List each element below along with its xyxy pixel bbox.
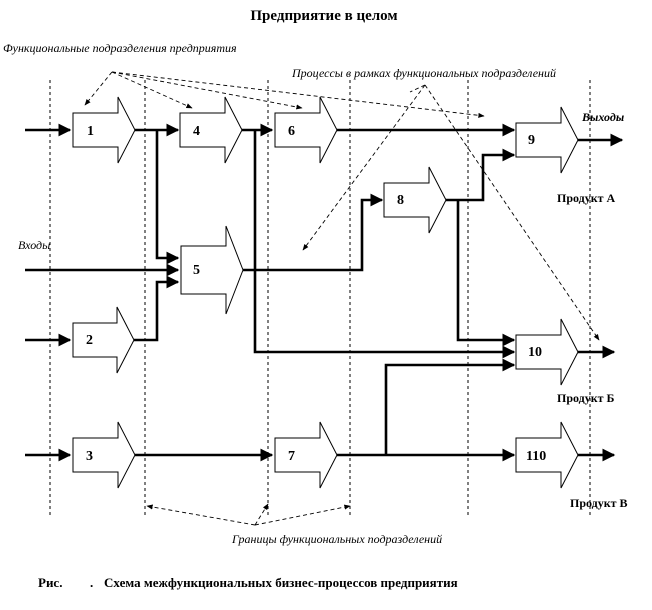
caption-text: Схема межфункциональных бизнес-процессов предприятия: [104, 575, 458, 590]
process-8: [384, 167, 446, 233]
pointer-arrow: [112, 72, 192, 108]
process-6: [275, 97, 337, 163]
pointer-arrow: [147, 506, 255, 525]
flow-8-to-9: [445, 155, 514, 200]
process-label: 5: [193, 263, 200, 278]
pointer-arrow: [425, 85, 599, 340]
process-label: 2: [86, 333, 93, 348]
process-shape: [516, 107, 578, 173]
process-shape: [516, 319, 578, 385]
product-a-label: Продукт А: [557, 191, 616, 205]
outputs-label: Выходы: [582, 110, 625, 124]
process-5: [181, 226, 243, 314]
process-label: 110: [526, 449, 547, 464]
process-label: 1: [87, 124, 94, 139]
flow-5-to-8: [242, 200, 382, 270]
flow-4-to-10: [255, 130, 514, 352]
product-b-label: Продукт Б: [557, 391, 615, 405]
processes-label: Процессы в рамках функциональных подразделений: [292, 66, 556, 80]
process-shape: [275, 422, 337, 488]
process-shape: [73, 422, 135, 488]
process-3: [73, 422, 135, 488]
process-shape: [73, 97, 135, 163]
pointer-arrow: [255, 506, 350, 525]
process-label: 6: [288, 124, 295, 139]
diagram-title: Предприятие в целом: [250, 8, 398, 24]
caption-prefix: Рис.: [38, 575, 63, 590]
process-label: 7: [288, 449, 295, 464]
pointer-arrow: [85, 72, 112, 105]
pointer-arrow: [255, 504, 268, 525]
flow-1-to-5: [157, 130, 178, 258]
unit-boundaries-label: Границы функциональных подразделений: [232, 532, 443, 546]
process-shape: [275, 97, 337, 163]
pointer-arrow: [410, 85, 425, 92]
inputs-label: Входы: [18, 238, 51, 252]
process-label: 10: [528, 345, 542, 360]
process-2: [73, 307, 134, 373]
process-label: 4: [193, 124, 200, 139]
process-shape: [384, 167, 446, 233]
caption-dot: .: [90, 575, 94, 590]
product-c-label: Продукт В: [570, 496, 628, 510]
functional-units-label: Функциональные подразделения предприятия: [3, 41, 237, 55]
process-label: 8: [397, 193, 404, 208]
pointer-arrow: [112, 72, 302, 108]
process-shape: [73, 307, 134, 373]
flow-7-to-10: [386, 365, 514, 455]
process-9: [516, 107, 578, 173]
process-10: [516, 319, 578, 385]
process-shape: [181, 226, 243, 314]
process-110: [516, 422, 578, 488]
process-7: [275, 422, 337, 488]
flow-2-to-5: [133, 282, 178, 340]
process-label: 9: [528, 133, 535, 148]
process-1: [73, 97, 135, 163]
process-flows: [25, 130, 622, 455]
figure-caption: [38, 575, 458, 590]
flow-8-to-10: [458, 200, 514, 340]
process-label: 3: [86, 449, 93, 464]
